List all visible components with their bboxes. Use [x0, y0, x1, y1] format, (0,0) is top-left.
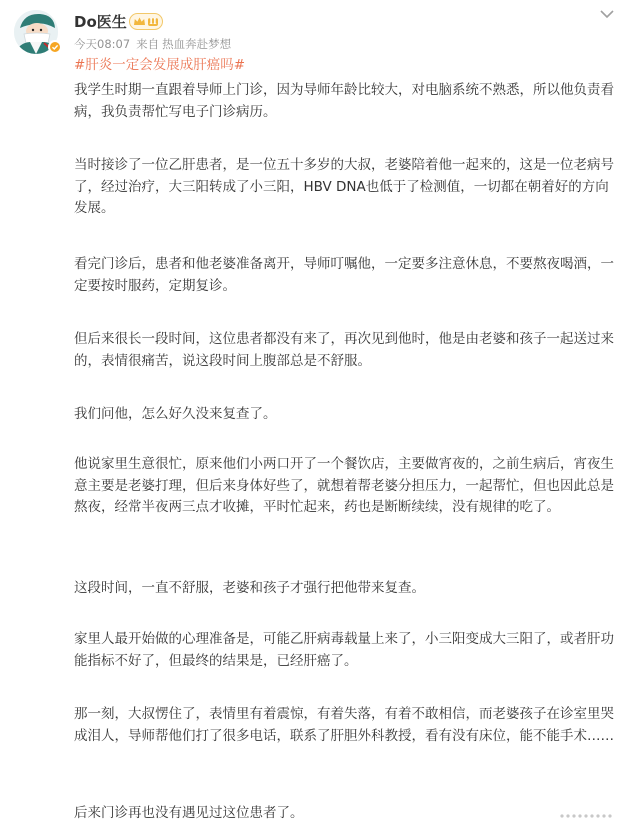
post-paragraph-2: 当时接诊了一位乙肝患者，是一位五十多岁的大叔，老婆陪着他一起来的，这是一位老病号了，经过治疗，大三阳转成了小三阳，HBV DNA也低于了检测值，一切都在朝着好的方向发展。: [74, 157, 614, 216]
post-paragraph-9: 那一刻，大叔愣住了，表情里有着震惊，有着失落，有着不敢相信，而老婆孩子在诊室里哭成泪人，导师帮他们打了很多电话，联系了肝胆外科教授，看有没有床位，能不能手术……: [74, 706, 614, 744]
member-level: II: [149, 16, 157, 26]
post-menu-button[interactable]: [598, 6, 616, 20]
chevron-down-icon: [598, 7, 616, 21]
post-paragraph-10: 后来门诊再也没有遇见过这位患者了。: [74, 805, 304, 821]
topic-hashtag-link[interactable]: #肝炎一定会发展成肝癌吗#: [74, 57, 246, 73]
post-source[interactable]: 热血奔赴梦想: [162, 37, 232, 51]
source-prefix: 来自: [136, 37, 160, 51]
member-crown-icon[interactable]: [129, 13, 163, 30]
post-paragraph-6: 他说家里生意很忙，原来他们小两口开了一个餐饮店，主要做宵夜的，之前生病后，宵夜生意主要是老婆打理，但后来身体好些了，就想着帮老婆分担压力，一起帮忙，但也因此总是熬夜，经常半夜两三点才收摊，平时忙起来，药也是断断续续，没有规律的吃了。: [74, 456, 614, 515]
post-paragraph-8: 家里人最开始做的心理准备是，可能乙肝病毒载量上来了，小三阳变成大三阳了，或者肝功能指标不好了，但最终的结果是，已经肝癌了。: [74, 631, 614, 669]
post-paragraph-7: 这段时间，一直不舒服，老婆和孩子才强行把他带来复查。: [74, 580, 425, 596]
post-paragraph-4: 但后来很长一段时间，这位患者都没有来了，再次见到他时，他是由老婆和孩子一起送过来的，表情很痛苦，说这段时间上腹部总是不舒服。: [74, 331, 614, 369]
verified-badge-icon: [48, 40, 62, 54]
post-paragraph-1: 我学生时期一直跟着导师上门诊，因为导师年龄比较大，对电脑系统不熟悉，所以他负责看病，我负责帮忙写电子门诊病历。: [74, 82, 614, 120]
post-timestamp[interactable]: 今天08:07: [74, 37, 131, 51]
post-paragraph-3: 看完门诊后，患者和他老婆准备离开，导师叮嘱他，一定要多注意休息，不要熬夜喝酒，一定要按时服药，定期复诊。: [74, 256, 614, 294]
post-meta: [74, 36, 237, 52]
author-name[interactable]: Do医生: [74, 13, 127, 31]
expand-dots-icon[interactable]: [558, 808, 618, 822]
post-paragraph-5: 我们问他，怎么好久没来复查了。: [74, 406, 277, 422]
